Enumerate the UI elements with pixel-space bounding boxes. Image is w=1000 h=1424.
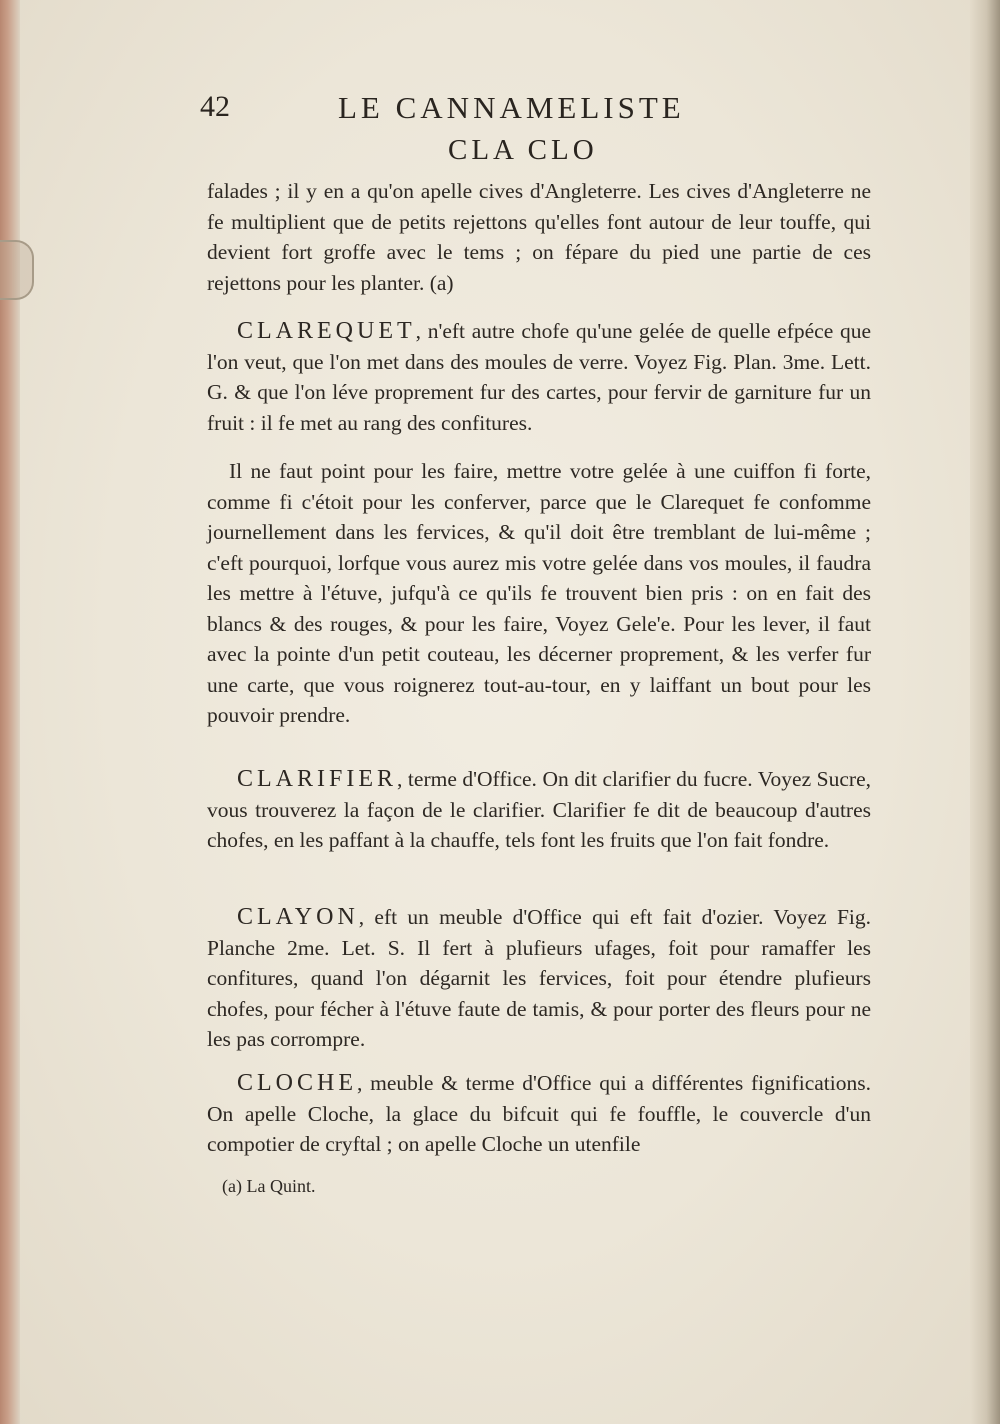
page-number: 42 [200,90,230,123]
entry-text: , n'eft autre chofe qu'une gelée de quelle efpéce que l'on veut, que l'on met dans des moules de verre. Voyez Fig. Plan. 3me. Lett. G. & que l'on léve proprement fur des cartes, pour fervir de garniture fur un fruit : il fe met au rang des confitures. [207,319,871,435]
entry-clarequet [207,316,871,438]
entry-cloche [207,1068,871,1160]
page-clip [0,240,34,300]
paragraph-salades [207,176,871,298]
entry-headword: CLOCHE [237,1070,357,1096]
page-fore-edge [970,0,1000,1424]
running-title: LE CANNAMELISTE [338,90,685,125]
entry-headword: CLAREQUET [237,318,416,344]
paragraph-text: falades ; il y en a qu'on apelle cives d'Angleterre. Les cives d'Angleterre ne fe multiplient que de petits rejettons qu'elles font autour de leur touffe, qui devient fort groffe avec le tems ; on fépare du pied une partie de ces rejettons pour les planter. (a) [207,179,871,295]
entry-headword: CLAYON [237,904,359,930]
guide-words: CLA CLO [448,134,598,166]
entry-text: , meuble & terme d'Office qui a différentes fignifications. On apelle Cloche, la glace du bifcuit qui fe fouffle, le couvercle d'un compotier de cryftal ; on apelle Cloche un utenfile [207,1071,871,1156]
entry-clayon [207,902,871,1055]
paragraph-text: Il ne faut point pour les faire, mettre votre gelée à une cuiffon fi forte, comme fi c'étoit pour les conferver, parce que le Clarequet fe confomme journellement dans les fervices, & qu'il doit être tremblant de lui-même ; c'eft pourquoi, lorfque vous aurez mis votre gelée dans vos moules, il faudra les mettre à l'étuve, jufqu'à ce qu'ils fe trouvent bien pris : on en fait des blancs & des rouges, & pour les faire, Voyez Gele'e. Pour les lever, il faut avec la pointe d'un petit couteau, les décerner proprement, & les verfer fur une carte, que vous roignerez tout-au-tour, en y laiffant un bout pour les pouvoir prendre. [207,459,871,727]
footnote: (a) La Quint. [222,1176,316,1196]
entry-headword: CLARIFIER [237,766,398,792]
paragraph-clarequet-continued [207,456,871,731]
facing-page-edge [0,0,20,1424]
page-header [200,88,740,128]
entry-text: , eft un meuble d'Office qui eft fait d'ozier. Voyez Fig. Planche 2me. Let. S. Il fert à plufieurs ufages, foit pour ramaffer les confitures, quand l'on dégarnit les fervices, foit pour étendre plufieurs chofes, pour fécher à l'étuve faute de tamis, & pour porter des fleurs pour ne les pas corrompre. [207,905,871,1051]
entry-text: , terme d'Office. On dit clarifier du fucre. Voyez Sucre, vous trouverez la façon de le clarifier. Clarifier fe dit de beaucoup d'autres chofes, en les paffant à la chauffe, tels font les fruits que l'on fait fondre. [207,767,871,852]
entry-clarifier [207,764,871,856]
